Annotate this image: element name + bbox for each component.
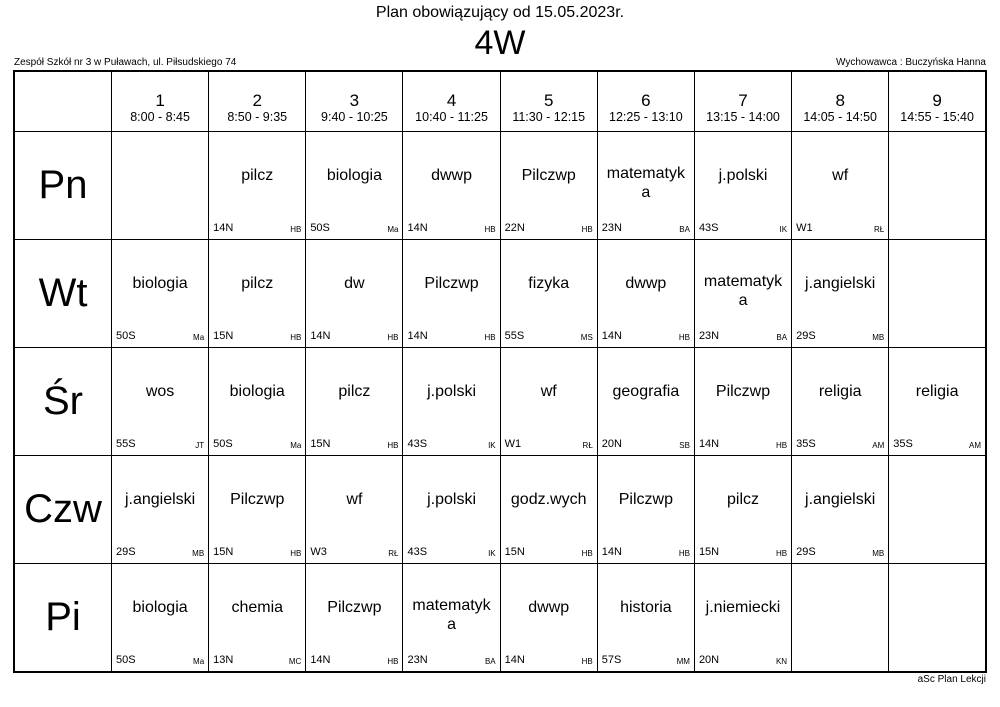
lesson-teacher: KN (775, 657, 788, 666)
day-row (14, 240, 986, 348)
lesson-teacher: IK (488, 441, 496, 450)
lesson-subject: dwwp (528, 599, 570, 616)
lesson-subject: Pilczwp (521, 167, 576, 184)
lesson-subject: historia (620, 599, 672, 616)
lesson-room: 20N (601, 438, 622, 450)
lesson-cell (500, 132, 597, 240)
lesson-subject: biologia (229, 383, 285, 400)
period-number: 9 (932, 91, 942, 110)
day-label: Pi (14, 564, 112, 673)
lesson-teacher: RŁ (582, 441, 593, 450)
lesson-cell (306, 132, 403, 240)
lesson-cell (403, 456, 500, 564)
lesson-subject: religia (915, 383, 959, 400)
lesson-subject: geografia (612, 383, 680, 400)
lesson-room: 14N (310, 654, 331, 666)
day-label: Wt (14, 240, 112, 348)
lesson-cell (209, 348, 306, 456)
lesson-subject: dwwp (625, 275, 667, 292)
lesson-cell (306, 240, 403, 348)
lesson-room: 23N (698, 330, 720, 342)
lesson-cell (403, 564, 500, 673)
lesson-teacher: HB (678, 549, 690, 558)
lesson-teacher: HB (290, 333, 302, 342)
lesson-cell (500, 564, 597, 673)
lesson-room: 15N (504, 546, 525, 558)
lesson-room: 14N (601, 330, 622, 342)
lesson-cell (403, 132, 500, 240)
lesson-cell (694, 348, 791, 456)
lesson-subject: wf (346, 491, 363, 508)
timetable (13, 70, 987, 673)
lesson-room: 50S (116, 654, 136, 666)
lesson-subject: wos (145, 383, 175, 400)
period-header (209, 71, 306, 132)
lesson-room: 15N (698, 546, 720, 558)
lesson-room: 15N (213, 330, 234, 342)
lesson-room: 29S (116, 546, 136, 558)
period-header (694, 71, 791, 132)
lesson-teacher: MC (288, 657, 302, 666)
lesson-cell (597, 456, 694, 564)
lesson-teacher: HB (775, 441, 788, 450)
lesson-teacher: MB (192, 549, 205, 558)
lesson-cell (792, 240, 889, 348)
lesson-cell (306, 564, 403, 673)
lesson-room: 29S (796, 546, 816, 558)
lesson-subject: pilcz (727, 491, 760, 508)
lesson-subject: matematyk a (703, 273, 783, 309)
lesson-room: 50S (213, 438, 233, 450)
lesson-cell (209, 456, 306, 564)
lesson-room: 50S (116, 330, 136, 342)
lesson-teacher: HB (484, 225, 496, 234)
lesson-teacher: IK (488, 549, 496, 558)
period-number: 6 (641, 91, 651, 110)
lesson-subject: Pilczwp (327, 599, 382, 616)
period-number: 1 (155, 91, 165, 110)
lesson-teacher: Ma (193, 657, 205, 666)
lesson-subject: dwwp (431, 167, 472, 184)
empty-cell (792, 564, 889, 673)
lesson-room: W3 (310, 546, 327, 558)
lesson-teacher: AM (872, 441, 885, 450)
lesson-room: 15N (213, 546, 234, 558)
day-row (14, 564, 986, 673)
lesson-cell (694, 564, 791, 673)
period-time: 8:50 - 9:35 (227, 110, 288, 124)
lesson-teacher: BA (679, 225, 690, 234)
lesson-subject: pilcz (241, 275, 274, 292)
period-time: 12:25 - 13:10 (609, 110, 683, 124)
lesson-room: 14N (504, 654, 525, 666)
footer-credit: aSc Plan Lekcji (917, 674, 986, 685)
lesson-cell (597, 564, 694, 673)
period-header (597, 71, 694, 132)
lesson-room: 14N (310, 330, 331, 342)
lesson-subject: wf (832, 167, 849, 184)
period-header (500, 71, 597, 132)
day-label: Śr (14, 348, 112, 456)
lesson-cell (306, 348, 403, 456)
lesson-teacher: MS (580, 333, 593, 342)
lesson-teacher: HB (387, 441, 399, 450)
lesson-subject: Pilczwp (230, 491, 285, 508)
period-number: 5 (543, 91, 554, 110)
lesson-subject: matematyk a (412, 597, 491, 633)
lesson-room: 55S (504, 330, 525, 342)
lesson-subject: pilcz (241, 167, 274, 184)
lesson-teacher: HB (581, 657, 593, 666)
lesson-room: 43S (698, 222, 719, 234)
lesson-cell (597, 348, 694, 456)
lesson-subject: religia (818, 383, 862, 400)
period-header (112, 71, 209, 132)
day-label: Pn (14, 132, 112, 240)
lesson-subject: j.angielski (805, 491, 876, 508)
lesson-teacher: HB (775, 549, 788, 558)
lesson-teacher: HB (678, 333, 690, 342)
day-label: Czw (14, 456, 112, 564)
empty-cell (889, 456, 986, 564)
period-header (306, 71, 403, 132)
lesson-subject: matematyk a (606, 165, 685, 201)
empty-cell (889, 240, 986, 348)
period-header (403, 71, 500, 132)
lesson-cell (112, 564, 209, 673)
lesson-subject: j.polski (427, 491, 476, 508)
lesson-room: 14N (698, 438, 720, 450)
lesson-subject: j.polski (427, 383, 476, 400)
class-name: 4W (474, 24, 526, 62)
lesson-room: 14N (213, 222, 234, 234)
lesson-subject: Pilczwp (715, 383, 771, 400)
lesson-cell (889, 348, 986, 456)
lesson-room: 35S (796, 438, 816, 450)
day-row (14, 132, 986, 240)
lesson-teacher: HB (581, 549, 593, 558)
lesson-room: 15N (310, 438, 331, 450)
lesson-subject: biologia (132, 275, 188, 292)
lesson-teacher: BA (776, 333, 788, 342)
lesson-room: 14N (407, 330, 428, 342)
lesson-room: 14N (601, 546, 622, 558)
period-time: 13:15 - 14:00 (706, 110, 780, 124)
lesson-cell (694, 240, 791, 348)
period-number: 8 (835, 91, 845, 110)
lesson-teacher: MB (872, 333, 885, 342)
lesson-cell (112, 348, 209, 456)
lesson-room: 50S (310, 222, 330, 234)
lesson-subject: Pilczwp (618, 491, 673, 508)
lesson-room: 55S (116, 438, 136, 450)
period-time: 14:55 - 15:40 (900, 110, 974, 124)
period-time: 9:40 - 10:25 (321, 110, 388, 124)
lesson-teacher: HB (484, 333, 496, 342)
lesson-cell (306, 456, 403, 564)
lesson-room: 14N (407, 222, 428, 234)
lesson-cell (403, 240, 500, 348)
lesson-cell (209, 564, 306, 673)
plan-validity-title: Plan obowiązujący od 15.05.2023r. (375, 4, 625, 21)
school-name: Zespół Szkół nr 3 w Puławach, ul. Piłsudskiego 74 (14, 57, 237, 68)
empty-cell (112, 132, 209, 240)
lesson-teacher: MB (872, 549, 885, 558)
empty-cell (889, 564, 986, 673)
lesson-cell (694, 456, 791, 564)
period-number: 4 (446, 91, 457, 110)
lesson-cell (500, 240, 597, 348)
lesson-teacher: Ma (387, 225, 399, 234)
lesson-subject: fizyka (528, 275, 570, 292)
lesson-teacher: RŁ (874, 225, 885, 234)
lesson-cell (209, 240, 306, 348)
lesson-room: 23N (407, 654, 428, 666)
lesson-teacher: Ma (290, 441, 302, 450)
lesson-subject: j.niemiecki (705, 599, 781, 616)
lesson-teacher: HB (290, 549, 302, 558)
lesson-subject: dw (344, 275, 365, 292)
lesson-teacher: Ma (193, 333, 205, 342)
lesson-teacher: HB (290, 225, 302, 234)
lesson-subject: chemia (231, 599, 284, 616)
lesson-subject: wf (540, 383, 557, 400)
lesson-cell (597, 132, 694, 240)
period-time: 8:00 - 8:45 (130, 110, 190, 124)
day-row (14, 456, 986, 564)
lesson-cell (792, 132, 889, 240)
lesson-cell (500, 348, 597, 456)
period-time: 10:40 - 11:25 (415, 110, 488, 124)
period-number: 2 (252, 91, 262, 110)
lesson-teacher: HB (387, 657, 399, 666)
lesson-subject: j.angielski (805, 275, 876, 292)
lesson-room: 20N (698, 654, 720, 666)
lesson-teacher: RŁ (388, 549, 399, 558)
lesson-cell (792, 456, 889, 564)
period-header (792, 71, 889, 132)
lesson-cell (209, 132, 306, 240)
period-number: 7 (738, 91, 748, 110)
lesson-room: 29S (796, 330, 816, 342)
lesson-cell (597, 240, 694, 348)
lesson-room: 13N (213, 654, 234, 666)
lesson-subject: Pilczwp (424, 275, 479, 292)
lesson-cell (403, 348, 500, 456)
lesson-subject: biologia (326, 167, 382, 184)
lesson-room: W1 (796, 222, 813, 234)
lesson-room: 23N (601, 222, 622, 234)
period-time: 14:05 - 14:50 (803, 110, 877, 124)
lesson-room: 22N (504, 222, 525, 234)
lesson-room: 57S (601, 654, 622, 666)
lesson-teacher: SB (679, 441, 690, 450)
lesson-cell (694, 132, 791, 240)
period-header-row (14, 71, 986, 132)
lesson-room: 35S (893, 438, 913, 450)
period-header (889, 71, 986, 132)
homeroom-teacher: Wychowawca : Buczyńska Hanna (836, 57, 986, 68)
corner-cell (14, 71, 112, 132)
period-time: 11:30 - 12:15 (512, 110, 586, 124)
lesson-cell (112, 456, 209, 564)
lesson-cell (500, 456, 597, 564)
lesson-room: 43S (407, 438, 428, 450)
lesson-teacher: HB (387, 333, 399, 342)
lesson-teacher: BA (484, 657, 496, 666)
lesson-room: 43S (407, 546, 428, 558)
lesson-subject: pilcz (338, 383, 371, 400)
lesson-subject: biologia (132, 599, 188, 616)
lesson-teacher: JT (195, 441, 205, 450)
lesson-subject: j.polski (718, 167, 768, 184)
lesson-cell (112, 240, 209, 348)
lesson-teacher: IK (779, 225, 788, 234)
lesson-room: W1 (504, 438, 522, 450)
lesson-teacher: HB (581, 225, 593, 234)
lesson-cell (792, 348, 889, 456)
lesson-teacher: AM (969, 441, 981, 450)
period-number: 3 (349, 91, 360, 110)
lesson-teacher: MM (676, 657, 690, 666)
empty-cell (889, 132, 986, 240)
day-row (14, 348, 986, 456)
lesson-subject: godz.wych (510, 491, 587, 508)
lesson-subject: j.angielski (124, 491, 196, 508)
